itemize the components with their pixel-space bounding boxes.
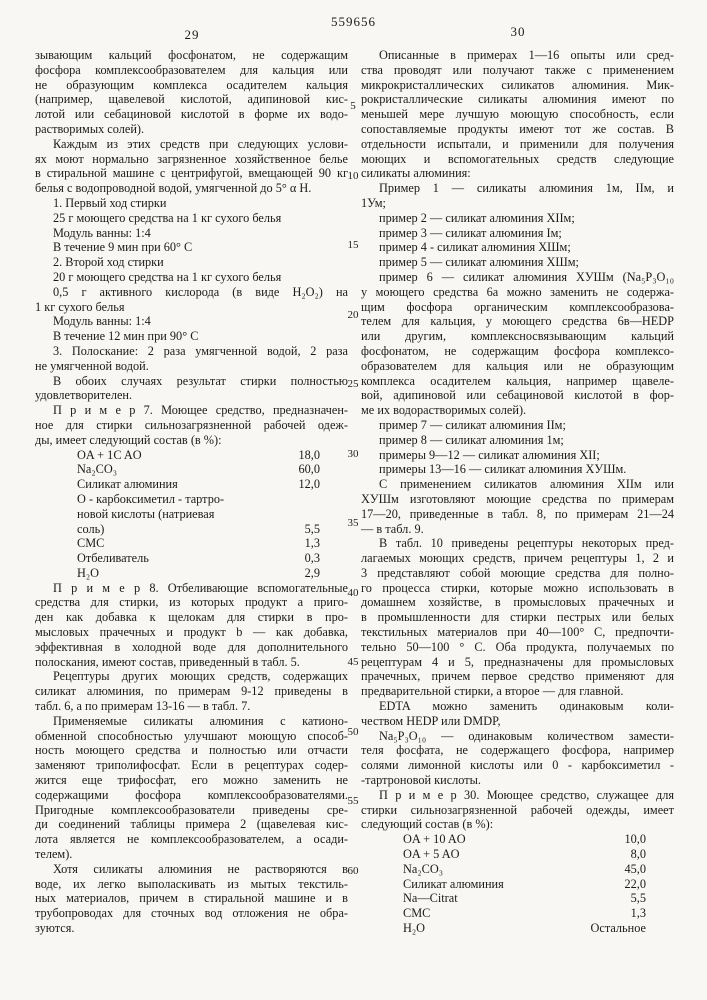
composition-value: 45,0 (624, 861, 646, 876)
patent-number: 559656 (331, 14, 376, 29)
text-line: Описанные в примерах 1—16 опыты или сред- (379, 48, 674, 62)
text-line: микрокристаллических силикатов алюминия. Мик- (361, 77, 674, 92)
text-line: меньшей мере лучшую моющую способность, если (361, 107, 674, 122)
text-line: 1Ум; (361, 195, 386, 210)
text-line: жится еще трифосфат, его можно заменить не (35, 773, 348, 788)
text-line: теля фосфата, не содержащего фосфора, например (361, 743, 674, 758)
text-line: табл. 6, а по примерам 13-16 — в табл. 7. (35, 699, 251, 714)
text-line: эффективная в холодной воде для дополнительного (35, 639, 348, 654)
text-line: Пример 1 — силикаты алюминия 1м, IIм, и (379, 181, 674, 196)
text-line: домашнем хозяйстве, в промысловых прачечных и (361, 595, 674, 610)
page-number-right: 30 (510, 24, 526, 39)
text-line: моющих и вспомогательных средств следующие (361, 151, 674, 166)
text-line: щим фосфора органическим комплексообразова- (361, 299, 674, 314)
text-line: В обоих случаях результат стирки полностью (53, 373, 348, 388)
text-line: 2. Второй ход стирки (53, 255, 164, 270)
text-line: 3 представляют собой моющие средства для полно- (361, 565, 674, 580)
text-line: обменной способностью улучшают моющую способ- (35, 728, 348, 743)
text-line: Модуль ванны: 1:4 (53, 314, 151, 329)
line-number: 30 (347, 447, 359, 460)
composition-value: 5,5 (304, 521, 320, 536)
text-line: белья с водопроводной водой, умягченной до 5° α H. (35, 181, 312, 196)
text-line: вой, адипиновой или себациновой кислотой в фор- (361, 388, 674, 403)
text-line: 25 г моющего средства на 1 кг сухого белья (53, 210, 282, 225)
composition-row (361, 921, 674, 936)
text-line: пример 6 — силикат алюминия ХУШм (Na₅P₃O₁₀ (379, 269, 674, 284)
composition-label: Na—Citrat (403, 891, 458, 906)
text-line: Каждым из этих средств при следующих услови- (53, 136, 348, 151)
composition-row (361, 891, 674, 906)
text-line: ях моют нормально загрязненное хозяйственное белье (35, 151, 348, 166)
text-line: в стиральной машине с центрифугой, вмещающей 90 кг (35, 166, 348, 181)
text-line: П р и м е р 7. Моющее средство, предназначен- (53, 403, 348, 418)
text-line: пример 5 — силикат алюминия ХШм; (379, 255, 579, 270)
composition-value: 12,0 (298, 477, 320, 492)
composition-value (320, 492, 348, 507)
text-line: Пригодные комплексообразователи приведены сре- (35, 802, 348, 817)
text-line: 20 г моющего средства на 1 кг сухого белья (53, 269, 282, 284)
text-line: образователем для кальция или не образующим (361, 358, 674, 373)
text-line: солями лимонной кислоты или 0 - карбоксиметил - (361, 758, 674, 773)
text-line: силикаты алюминия: (361, 166, 471, 181)
composition-row (35, 462, 348, 477)
composition-value: 2,9 (304, 565, 320, 580)
line-number: 50 (347, 725, 359, 738)
text-line: предварительной стирки, а второе — для главной. (361, 684, 624, 699)
composition-label: Силикат алюминия (403, 876, 504, 891)
composition-label: OA + 5 AO (403, 847, 460, 862)
composition-label: СМС (403, 906, 431, 921)
composition-row (361, 847, 674, 862)
composition-value: 60,0 (298, 462, 320, 477)
composition-row (35, 551, 348, 566)
composition-label: OA + 10 AO (403, 832, 466, 847)
composition-value: 8,0 (630, 847, 646, 862)
text-line: ме их водорастворимых солей). (361, 403, 527, 418)
text-line: заменяют триполифосфат. Если в рецептурах содер- (35, 758, 348, 773)
composition-row (361, 906, 674, 921)
text-line: прачечных, причем первое средство применяют для (361, 669, 674, 684)
line-number: 55 (347, 795, 359, 807)
text-line: примеры 13—16 — силикат алюминия ХУШм. (379, 462, 627, 477)
text-line: ды, имеет следующий состав (в %): (35, 432, 222, 447)
composition-value: Остальное (590, 921, 646, 936)
text-line: мысловых прачечных и продукт b — как добавка, (35, 625, 348, 640)
text-line: Модуль ванны: 1:4 (53, 225, 151, 240)
text-line: 1 кг сухого белья (35, 299, 125, 314)
text-line: или другим, комплексносвязывающим кальций (361, 329, 674, 344)
composition-label: соль) (77, 521, 105, 536)
text-line: ди соединений таблицы примера 2 (щавелевая кис- (35, 817, 348, 832)
text-line: Рецептуры других моющих средств, содержащих (53, 669, 348, 684)
composition-row (35, 507, 348, 522)
composition-row (35, 522, 348, 537)
text-line: В течение 9 мин при 60° C (53, 240, 193, 255)
composition-value: 10,0 (624, 832, 646, 847)
text-line: EDTA можно заменить одинаковым коли- (379, 699, 674, 714)
text-line: пример 7 — силикат алюминия IIм; (379, 417, 566, 432)
text-line: зуются. (35, 921, 75, 936)
composition-row (35, 492, 348, 507)
text-line: Применяемые силикаты алюминия с катионо- (53, 713, 348, 728)
composition-label: Na₂CO₃ (77, 462, 117, 477)
line-number: 35 (347, 517, 359, 529)
composition-value: 5,5 (630, 891, 646, 906)
text-line: ства проводят или получают также с применением (361, 62, 674, 77)
text-line: телем для кальция, у моющего средства 6в—HEDP (361, 314, 674, 329)
text-line: воде, их легко выполаскивать из мытых текстиль- (35, 876, 348, 891)
text-line: примеры 9—12 — силикат алюминия XII; (379, 447, 600, 462)
composition-value: 22,0 (624, 876, 646, 891)
line-number: 10 (347, 169, 359, 182)
line-number: 25 (347, 378, 359, 390)
text-line: следующий состав (в %): (361, 817, 494, 832)
text-line: 1. Первый ход стирки (53, 195, 167, 210)
text-line: телем). (35, 847, 73, 862)
text-line: лотой или себациновой кислотой в форме их водо- (35, 107, 348, 122)
line-number: 15 (347, 239, 359, 251)
text-line: 0,5 г активного кислорода (в виде H₂O₂) на (53, 284, 348, 299)
composition-value: 0,3 (304, 551, 320, 566)
composition-label: новой кислоты (натриевая (77, 506, 215, 521)
text-line: текстильных материалов при 40—100° C, предпочти- (361, 625, 674, 640)
text-line: (например, щавелевой кислотой, адипиновой кис- (35, 92, 348, 107)
text-line: пример 8 — силикат алюминия 1м; (379, 432, 564, 447)
text-line: у моющего средства 6а можно заменить не содержа- (361, 284, 674, 299)
text-line: В табл. 10 приведены рецептуры некоторых пред- (379, 536, 674, 551)
left-column (35, 48, 348, 936)
text-line: рокристаллические силикаты алюминия имеют по (361, 92, 674, 107)
composition-label: H₂O (77, 565, 100, 580)
line-number: 40 (347, 586, 359, 599)
text-line: ХУШм изготовляют моющие средства по примерам (361, 491, 674, 506)
text-line: трубопроводах для сточных вод отложения не обра- (35, 906, 348, 921)
text-line: содержащими фосфора комплексообразователями. (35, 787, 348, 802)
text-line: ден как добавка к щелокам для стирки в про- (35, 610, 348, 625)
composition-value: 18,0 (298, 447, 320, 462)
text-line: — в табл. 9. (361, 521, 424, 536)
composition-label: Отбеливатель (77, 551, 149, 566)
composition-row (35, 536, 348, 551)
text-line: 17—20, приведенные в табл. 8, по примерам 21—24 (361, 506, 674, 521)
right-column (361, 48, 674, 936)
composition-label: OA + 1C AO (77, 447, 142, 462)
text-line: лагаемых моющих средств, причем рецептуры 1, 2 и (361, 551, 674, 566)
line-number: 60 (347, 864, 359, 877)
composition-value: 1,3 (304, 536, 320, 551)
text-line: С применением силикатов алюминия XIIм или (379, 477, 674, 492)
text-line: пример 3 — силикат алюминия Iм; (379, 225, 562, 240)
text-line: в промышленности для стирки пестрых или белых (361, 610, 674, 625)
composition-label: Силикат алюминия (77, 477, 178, 492)
text-line: рецептурам 4 и 5, предназначены для промысловых (361, 654, 674, 669)
composition-row (361, 832, 674, 847)
text-line: 3. Полоскание: 2 раза умягченной водой, 2 раза (53, 343, 348, 358)
text-line: ность моющего средства и полностью или отчасти (35, 743, 348, 758)
text-line: не образующим комплекса осадителем кальция (35, 77, 348, 92)
composition-row (35, 448, 348, 463)
composition-row (35, 477, 348, 492)
text-line: В течение 12 мин при 90° C (53, 329, 199, 344)
text-line: силикат алюминия, по примерам 9-12 приведены в (35, 684, 348, 699)
text-line: пример 4 - силикат алюминия ХШм; (379, 240, 571, 255)
composition-row (35, 566, 348, 581)
composition-row (361, 862, 674, 877)
line-number: 20 (347, 308, 359, 321)
text-line: П р и м е р 30. Моющее средство, служащее для (379, 787, 674, 802)
composition-label: О - карбоксиметил - тартро- (77, 491, 225, 506)
text-line: Хотя силикаты алюминия не растворяются в (53, 861, 348, 876)
text-line: фосфонатом, не содержащим фосфора комплексо- (361, 343, 674, 358)
text-line: полоскания, имеют состав, приведенный в табл. 5. (35, 654, 300, 669)
text-line: средства для стирки, из которых продукт а приго- (35, 595, 348, 610)
text-line: зывающим кальций фосфонатом, не содержащим (35, 48, 348, 62)
text-line: лота является не комплексообразователем, а осади- (35, 832, 348, 847)
text-line: растворимых солей). (35, 121, 145, 136)
text-line: го процесса стирки, которые можно использовать в (361, 580, 674, 595)
text-line: не умягченной водой. (35, 358, 149, 373)
text-line: стирки сильнозагрязненной рабочей одежды, имеет (361, 802, 674, 817)
page-number-left: 29 (184, 27, 200, 42)
text-line: сопоставляемые продукты имеют тот же состав. В (361, 121, 674, 136)
text-line: комплекса осадителем кальция, например щавеле- (361, 373, 674, 388)
text-line: -тартроновой кислоты. (361, 773, 481, 788)
line-number: 45 (347, 656, 359, 668)
text-line: Na₅P₃O₁₀ — одинаковым количеством замести- (379, 728, 674, 743)
text-line: П р и м е р 8. Отбеливающие вспомогательные (53, 580, 348, 595)
composition-label: Na₂CO₃ (403, 861, 443, 876)
composition-value: 1,3 (630, 906, 646, 921)
composition-label: СМС (77, 536, 105, 551)
text-line: тельно 50—100 ° C. Оба продукта, получаемых по (361, 639, 674, 654)
line-number: 5 (350, 100, 356, 112)
text-line: отдельности испытали, и применили для получения (361, 136, 674, 151)
text-line: пример 2 — силикат алюминия XIIм; (379, 210, 575, 225)
text-line: ное для стирки сильнозагрязненной рабочей одеж- (35, 417, 348, 432)
text-line: фосфора комплексообразователем для кальция или (35, 62, 348, 77)
composition-row (361, 877, 674, 892)
text-line: ных материалов, причем в стиральной машине и в (35, 891, 348, 906)
text-line: удовлетворителен. (35, 388, 133, 403)
text-line: чеством HEDP или DMDP, (361, 713, 501, 728)
composition-label: H₂O (403, 921, 426, 936)
